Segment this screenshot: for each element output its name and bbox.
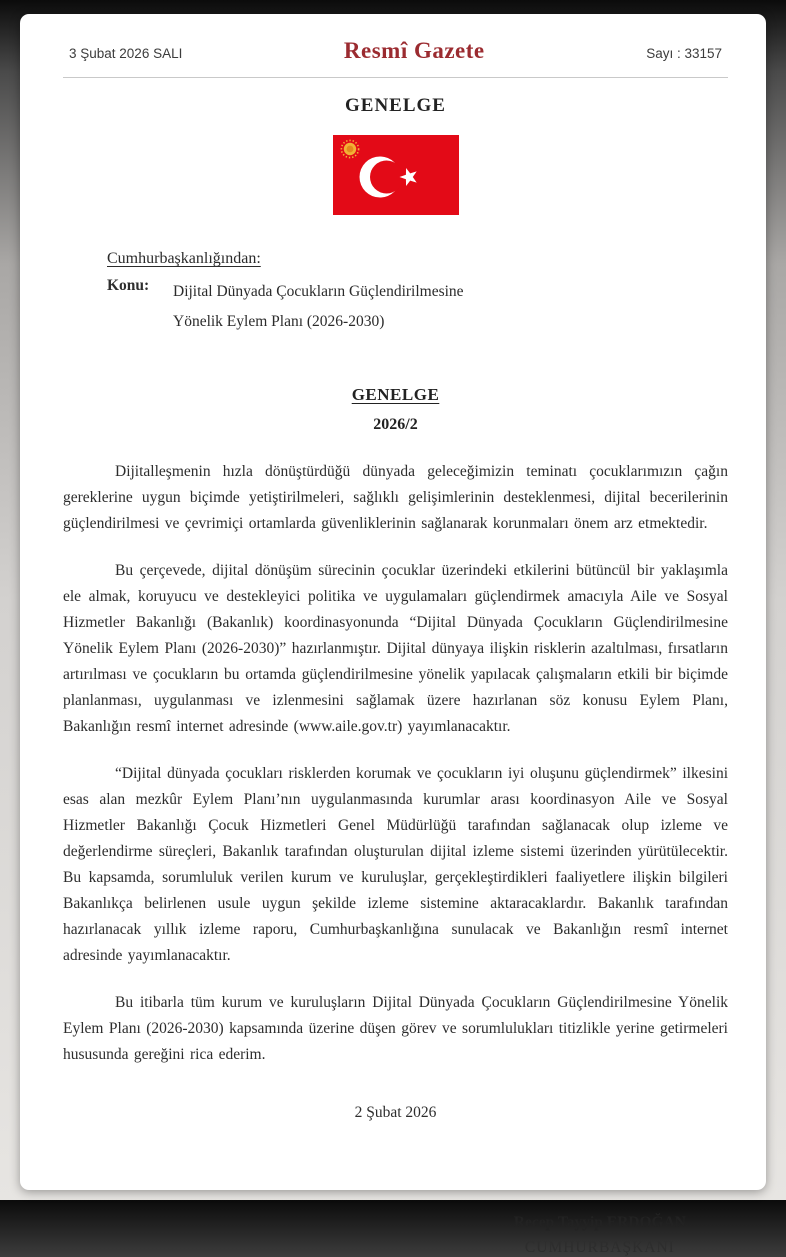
masthead-title: Resmî Gazete: [343, 38, 485, 63]
flag-container: [63, 135, 728, 220]
circular-title: GENELGE: [351, 385, 440, 404]
body-text: [63, 459, 728, 1068]
paragraph-1: Dijitalleşmenin hızla dönüştürdüğü dünyada geleceğimizin teminatı çocuklarımızın çağın gereklerine uygun biçimde yetiştirilmeleri, sağlıklı gelişimlerinin desteklenmesi, dijital becerilerinin güçlendirilmesi ve çevrimiçi ortamlarda güvenliklerinin sağlanarak korunmaları önem arz etmektedir.: [63, 463, 728, 532]
subject-label: Konu:: [107, 277, 150, 294]
signatory-title: CUMHURBAŞKANI: [524, 1239, 675, 1256]
signatory-name: Recep Tayyip ERDOĞAN: [513, 1214, 686, 1231]
paragraph-4: Bu itibarla tüm kurum ve kuruluşların Dijital Dünyada Çocukların Güçlendirilmesine Yönelik Eylem Planı (2026-2030) kapsamında üzerine düşen görev ve sorumlulukları titizlikle yerine getirmeleri hususunda gereğini rica ederim.: [63, 994, 728, 1063]
turkish-presidential-flag-icon: [333, 135, 459, 215]
masthead-date: 3 Şubat 2026 SALI: [69, 46, 183, 61]
signature-block: [514, 1214, 686, 1257]
paragraph-3: “Dijital dünyada çocukları risklerden korumak ve çocukların iyi oluşunu güçlendirmek” ilkesini esas alan mezkûr Eylem Planı’nın uygulanmasında kurumlar arası koordinasyon Aile ve Sosyal Hizmetler Bakanlığı Çocuk Hizmetleri Genel Müdürlüğü tarafından sağlanacak olup izleme ve değerlendirme süreçleri, Bakanlık tarafından oluşturulan dijital izleme sistemi üzerinden yürütülecektir. Bu kapsamda, sorumluluk verilen kurum ve kuruluşlar, gerçekleştirdikleri faaliyetlere ilişkin bilgileri Bakanlıkça belirlenen usule uygun şekilde izleme sistemine aktaracaklardır. Bakanlık tarafından hazırlanacak yıllık izleme raporu, Cumhurbaşkanlığına sunulacak ve Bakanlığın resmî internet adresinde yayımlanacaktır.: [63, 765, 728, 964]
subject-text: [173, 277, 464, 337]
document-date: 2 Şubat 2026: [354, 1104, 437, 1121]
paragraph-2: Bu çerçevede, dijital dönüşüm sürecinin çocuklar üzerindeki etkilerini bütüncül bir yaklaşımla ele almak, koruyucu ve destekleyici politika ve uygulamaları güçlendirmek amacıyla Aile ve Sosyal Hizmetler Bakanlığı (Bakanlık) koordinasyonunda “Dijital Dünyada Çocukların Güçlendirilmesine Yönelik Eylem Planı (2026-2030)” hazırlanmıştır. Dijital dünyaya ilişkin risklerin azaltılması, fırsatların artırılması ve çocukların bu ortamda güçlendirilmesine yönelik yapılacak çalışmaların etkili bir biçimde planlanması, uygulanması ve izlenmesini sağlamak üzere hazırlanan söz konusu Eylem Planı, Bakanlığın resmî internet adresinde (www.aile.gov.tr) yayımlanacaktır.: [63, 562, 728, 735]
subject-line-1: Dijital Dünyada Çocukların Güçlendirilmesine: [173, 283, 464, 300]
masthead-issue-number: Sayı : 33157: [646, 46, 722, 61]
gazette-page: [20, 14, 766, 1256]
document-type-heading: GENELGE: [345, 95, 446, 116]
subject-line-2: Yönelik Eylem Planı (2026-2030): [173, 313, 385, 330]
subject-row: [107, 277, 728, 337]
circular-number: 2026/2: [373, 416, 418, 433]
from-subject-block: [107, 250, 728, 337]
masthead: [63, 36, 728, 78]
issuing-authority: Cumhurbaşkanlığından:: [107, 250, 261, 267]
